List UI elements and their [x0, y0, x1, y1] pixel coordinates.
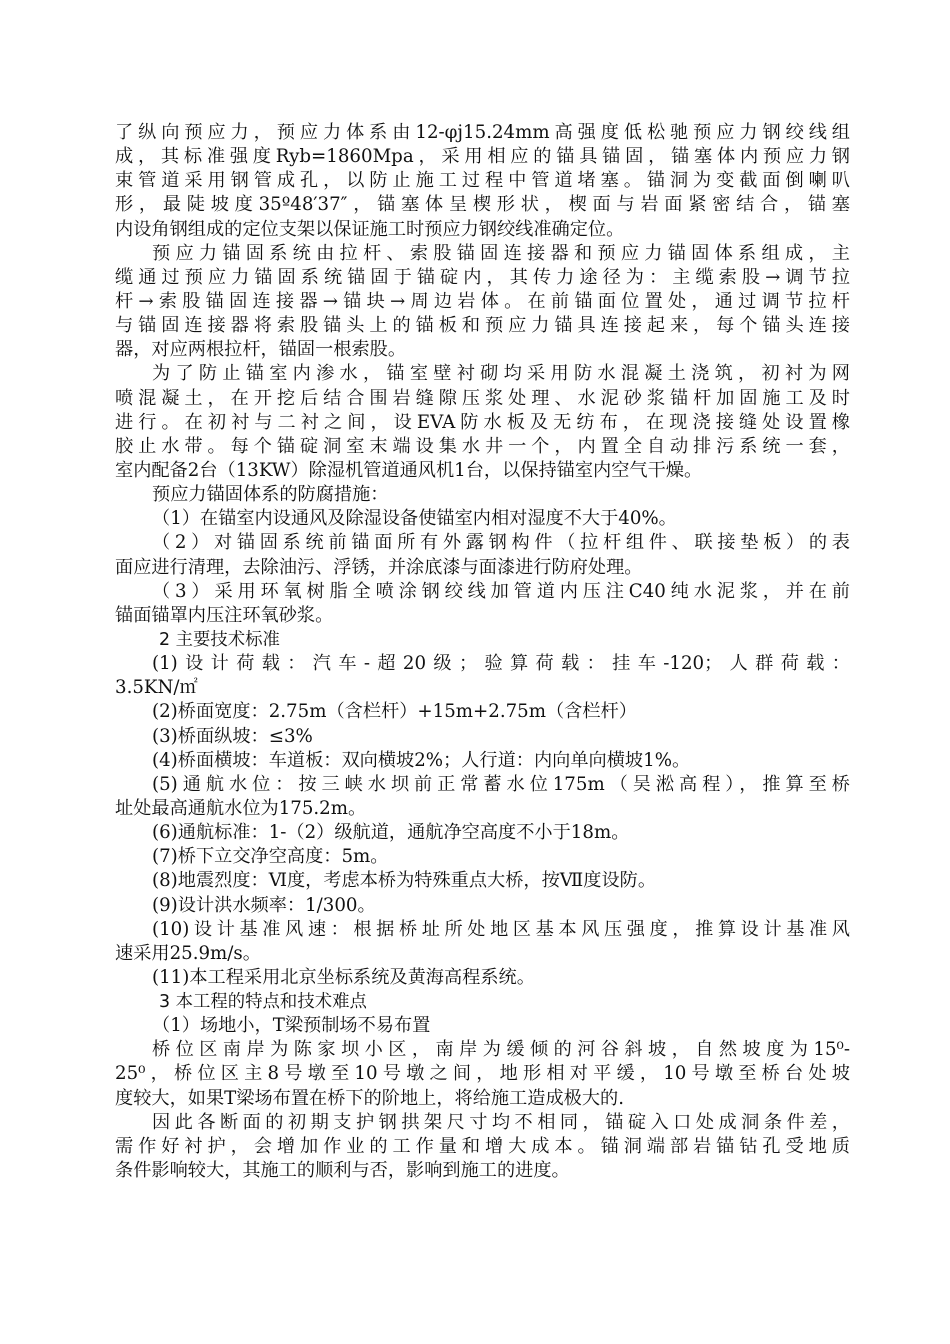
- text-line: 预应力锚固系统由拉杆、索股锚固连接器和预应力锚固体系组成，主: [152, 242, 850, 264]
- text-line: (7)桥下立交净空高度：5m。: [152, 846, 389, 868]
- text-line: 进行。在初衬与二衬之间，设EVA防水板及无纺布，在现浇接缝处设置橡: [115, 411, 850, 433]
- document-body: [115, 121, 850, 1183]
- text-line: 25⁰，桥位区主8号墩至10号墩之间，地形相对平缓，10号墩至桥台处坡: [115, 1063, 850, 1085]
- text-line: 室内配备2台（13KW）除湿机管道通风机1台，以保持锚室内空气干燥。: [115, 459, 703, 481]
- text-line: 束管道采用钢管成孔，以防止施工过程中管道堵塞。锚洞为变截面倒喇叭: [115, 170, 850, 192]
- text-line: (4)桥面横坡：车道板：双向横坡2%；人行道：内向单向横坡1%。: [152, 749, 691, 771]
- text-line: 为了防止锚室内渗水，锚室壁衬砌均采用防水混凝土浇筑，初衬为网: [152, 363, 850, 385]
- text-line: 与锚固连接器将索股锚头上的锚板和预应力锚具连接起来，每个锚头连接: [115, 315, 850, 337]
- section-heading: 2 主要技术标准: [159, 629, 280, 650]
- text-line: 预应力锚固体系的防腐措施：: [152, 484, 389, 506]
- text-line: (1)设计荷载：汽车-超20级；验算荷载：挂车-120；人群荷载：: [152, 653, 850, 675]
- text-line: (6)通航标准：1-（2）级航道，通航净空高度不小于18m。: [152, 822, 630, 844]
- text-line: 胶止水带。每个锚碇洞室末端设集水井一个，内置全自动排污系统一套，: [115, 435, 850, 457]
- text-line: (2)桥面宽度：2.75m（含栏杆）+15m+2.75m（含栏杆）: [152, 701, 637, 723]
- text-line: 成，其标准强度Ryb=1860Mpa，采用相应的锚具锚固，锚塞体内预应力钢: [115, 146, 850, 168]
- text-line: 了纵向预应力，预应力体系由12-φj15.24mm高强度低松驰预应力钢绞线组: [115, 122, 850, 143]
- text-line: (3)桥面纵坡：≤3%: [152, 725, 313, 747]
- text-line: 喷混凝土，在开挖后结合围岩缝隙压浆处理、水泥砂浆锚杆加固施工及时: [115, 387, 850, 409]
- text-line: (10)设计基准风速：根据桥址所处地区基本风压强度，推算设计基准风: [152, 918, 850, 940]
- section-heading: 3 本工程的特点和技术难点: [159, 992, 367, 1013]
- text-line: 速采用25.9m/s。: [115, 942, 261, 964]
- text-line: 内设角钢组成的定位支架以保证施工时预应力钢绞线准确定位。: [115, 218, 625, 240]
- text-line: (5)通航水位：按三峡水坝前正常蓄水位175m（吴淞高程），推算至桥: [152, 773, 850, 795]
- text-line: （1）在锚室内设通风及除湿设备使锚室内相对湿度不大于40%。: [152, 508, 677, 530]
- text-line: (9)设计洪水频率：1/300。: [152, 894, 376, 916]
- text-line: (11)本工程采用北京坐标系统及黄海高程系统。: [152, 966, 535, 988]
- text-line: 器，对应两根拉杆，锚固一根索股。: [115, 339, 407, 361]
- text-line: (8)地震烈度：Ⅵ度，考虑本桥为特殊重点大桥，按Ⅶ度设防。: [152, 870, 657, 892]
- text-line: （2）对锚固系统前锚面所有外露钢构件（拉杆组件、联接垫板）的表: [152, 532, 850, 554]
- text-line: （1）场地小，T梁预制场不易布置: [152, 1015, 431, 1037]
- text-line: 形，最陡坡度35º48′37″，锚塞体呈楔形状，楔面与岩面紧密结合，锚塞: [115, 194, 850, 216]
- text-line: 因此各断面的初期支护钢拱架尺寸均不相同，锚碇入口处成洞条件差，: [152, 1111, 850, 1133]
- text-line: 杆→索股锚固连接器→锚块→周边岩体。在前锚面位置处，通过调节拉杆: [115, 290, 850, 312]
- text-line: 3.5KN/㎡: [115, 677, 198, 699]
- text-line: 需作好衬护，会增加作业的工作量和增大成本。锚洞端部岩锚钻孔受地质: [115, 1135, 850, 1157]
- text-line: （3）采用环氧树脂全喷涂钢绞线加管道内压注C40纯水泥浆，并在前: [152, 580, 850, 602]
- text-line: 址处最高通航水位为175.2m。: [115, 797, 367, 819]
- text-line: 条件影响较大，其施工的顺利与否，影响到施工的进度。: [115, 1160, 570, 1182]
- text-line: 度较大，如果T梁场布置在桥下的阶地上，将给施工造成极大的.: [115, 1087, 624, 1109]
- text-line: 缆通过预应力锚固系统锚固于锚碇内，其传力途径为：主缆索股→调节拉: [115, 266, 850, 288]
- text-line: 锚面锚罩内压注环氧砂浆。: [115, 604, 334, 626]
- text-line: 面应进行清理，去除油污、浮锈，并涂底漆与面漆进行防府处理。: [115, 556, 643, 578]
- text-line: 桥位区南岸为陈家坝小区，南岸为缓倾的河谷斜坡，自然坡度为15⁰-: [152, 1039, 850, 1061]
